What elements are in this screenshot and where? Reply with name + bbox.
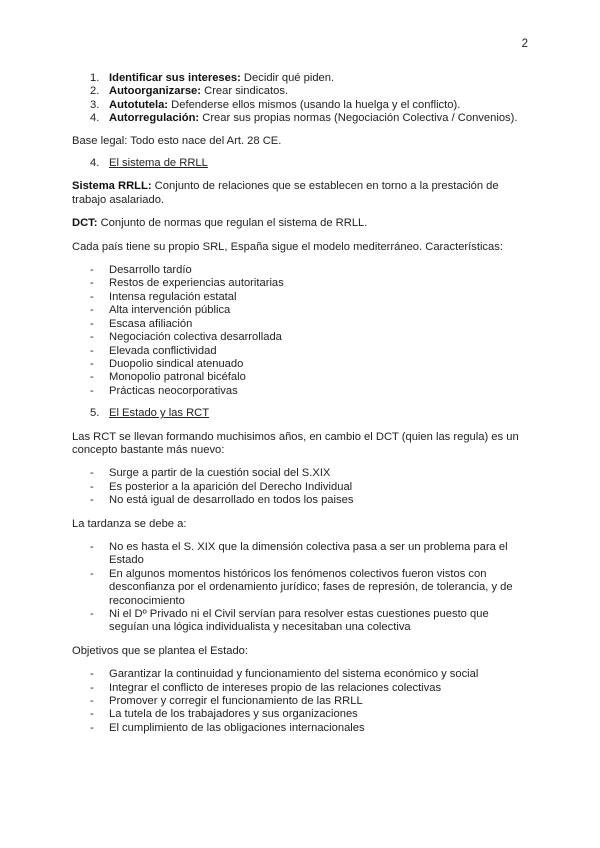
objetivos-list [72, 668, 528, 735]
list-item: 3. Autotutela: Defenderse ellos mismos (usando la huelga y el conflicto). [90, 98, 461, 111]
list-item: - Escasa afiliación [90, 317, 193, 330]
list-item: - Duopolio sindical atenuado [90, 357, 244, 370]
list-item: - Intensa regulación estatal [90, 290, 237, 303]
list-item: 2. Autoorganizarse: Crear sindicatos. [90, 85, 289, 98]
section-heading-sistema-rrll: 4. El sistema de RRLL [90, 157, 208, 170]
list-item: - Es posterior a la aparición del Derecho Individual [90, 480, 353, 493]
list-item: - Integrar el conflicto de intereses propio de las relaciones colectivas [90, 681, 442, 694]
numbered-list-intereses [72, 72, 528, 126]
list-item: - La tutela de los trabajadores y sus organizaciones [90, 708, 358, 721]
list-item: - Desarrollo tardío [90, 264, 192, 277]
base-legal-paragraph: Base legal: Todo esto nace del Art. 28 CE. [72, 134, 282, 147]
list-item: 4. Autorregulación: Crear sus propias normas (Negociación Colectiva / Convenios). [90, 112, 518, 125]
list-item: - El cumplimiento de las obligaciones internacionales [90, 721, 365, 734]
list-item: - Alta intervención pública [90, 304, 231, 317]
caracteristicas-list [72, 264, 528, 398]
page-number: 2 [521, 38, 528, 50]
list-item: - Monopolio patronal bicéfalo [90, 371, 246, 384]
list-item: - En algunos momentos históricos los fenómenos colectivos fueron vistos con desconfianza por el ordenamiento jurídico; fases de represión, de tolerancia, y de reconocimiento [90, 567, 513, 607]
rct-intro-paragraph: Las RCT se llevan formando muchisimos años, en cambio el DCT (quien las regula) es un concepto bastante más nuevo: [72, 430, 519, 456]
list-item: - No es hasta el S. XIX que la dimensión colectiva pasa a ser un problema para el Estado [90, 540, 508, 567]
list-item: - Restos de experiencias autoritarias [90, 277, 284, 290]
list-item: - Elevada conflictividad [90, 344, 217, 357]
list-item: - No está igual de desarrollado en todos los paises [90, 494, 354, 507]
tardanza-list [72, 541, 528, 635]
objetivos-intro: Objetivos que se plantea el Estado: [72, 644, 249, 657]
list-item: - Negociación colectiva desarrollada [90, 331, 282, 344]
section-heading-estado-rct: 5. El Estado y las RCT [90, 407, 210, 420]
list-item: - Surge a partir de la cuestión social del S.XIX [90, 467, 331, 480]
list-item: 1. Identificar sus intereses: Decidir qué piden. [90, 72, 335, 84]
tardanza-intro: La tardanza se debe a: [72, 517, 187, 530]
rct-list [72, 467, 528, 507]
document-body [72, 72, 528, 735]
list-item: - Prácticas neocorporativas [90, 384, 238, 397]
list-item: - Ni el Dº Privado ni el Civil servían para resolver estas cuestiones puesto que seguían una lógica individualista y necesitaban una colectiva [90, 608, 489, 634]
list-item: - Garantizar la continuidad y funcionamiento del sistema económico y social [90, 668, 479, 681]
definition-dct: DCT: Conjunto de normas que regulan el sistema de RRLL. [72, 217, 368, 230]
srl-intro-paragraph: Cada país tiene su propio SRL, España sigue el modelo mediterráneo. Características: [72, 240, 503, 253]
definition-sistema-rrll: Sistema RRLL: Conjunto de relaciones que se establecen en torno a la prestación de trabajo asalariado. [72, 180, 499, 206]
list-item: - Promover y corregir el funcionamiento de las RRLL [90, 695, 363, 708]
